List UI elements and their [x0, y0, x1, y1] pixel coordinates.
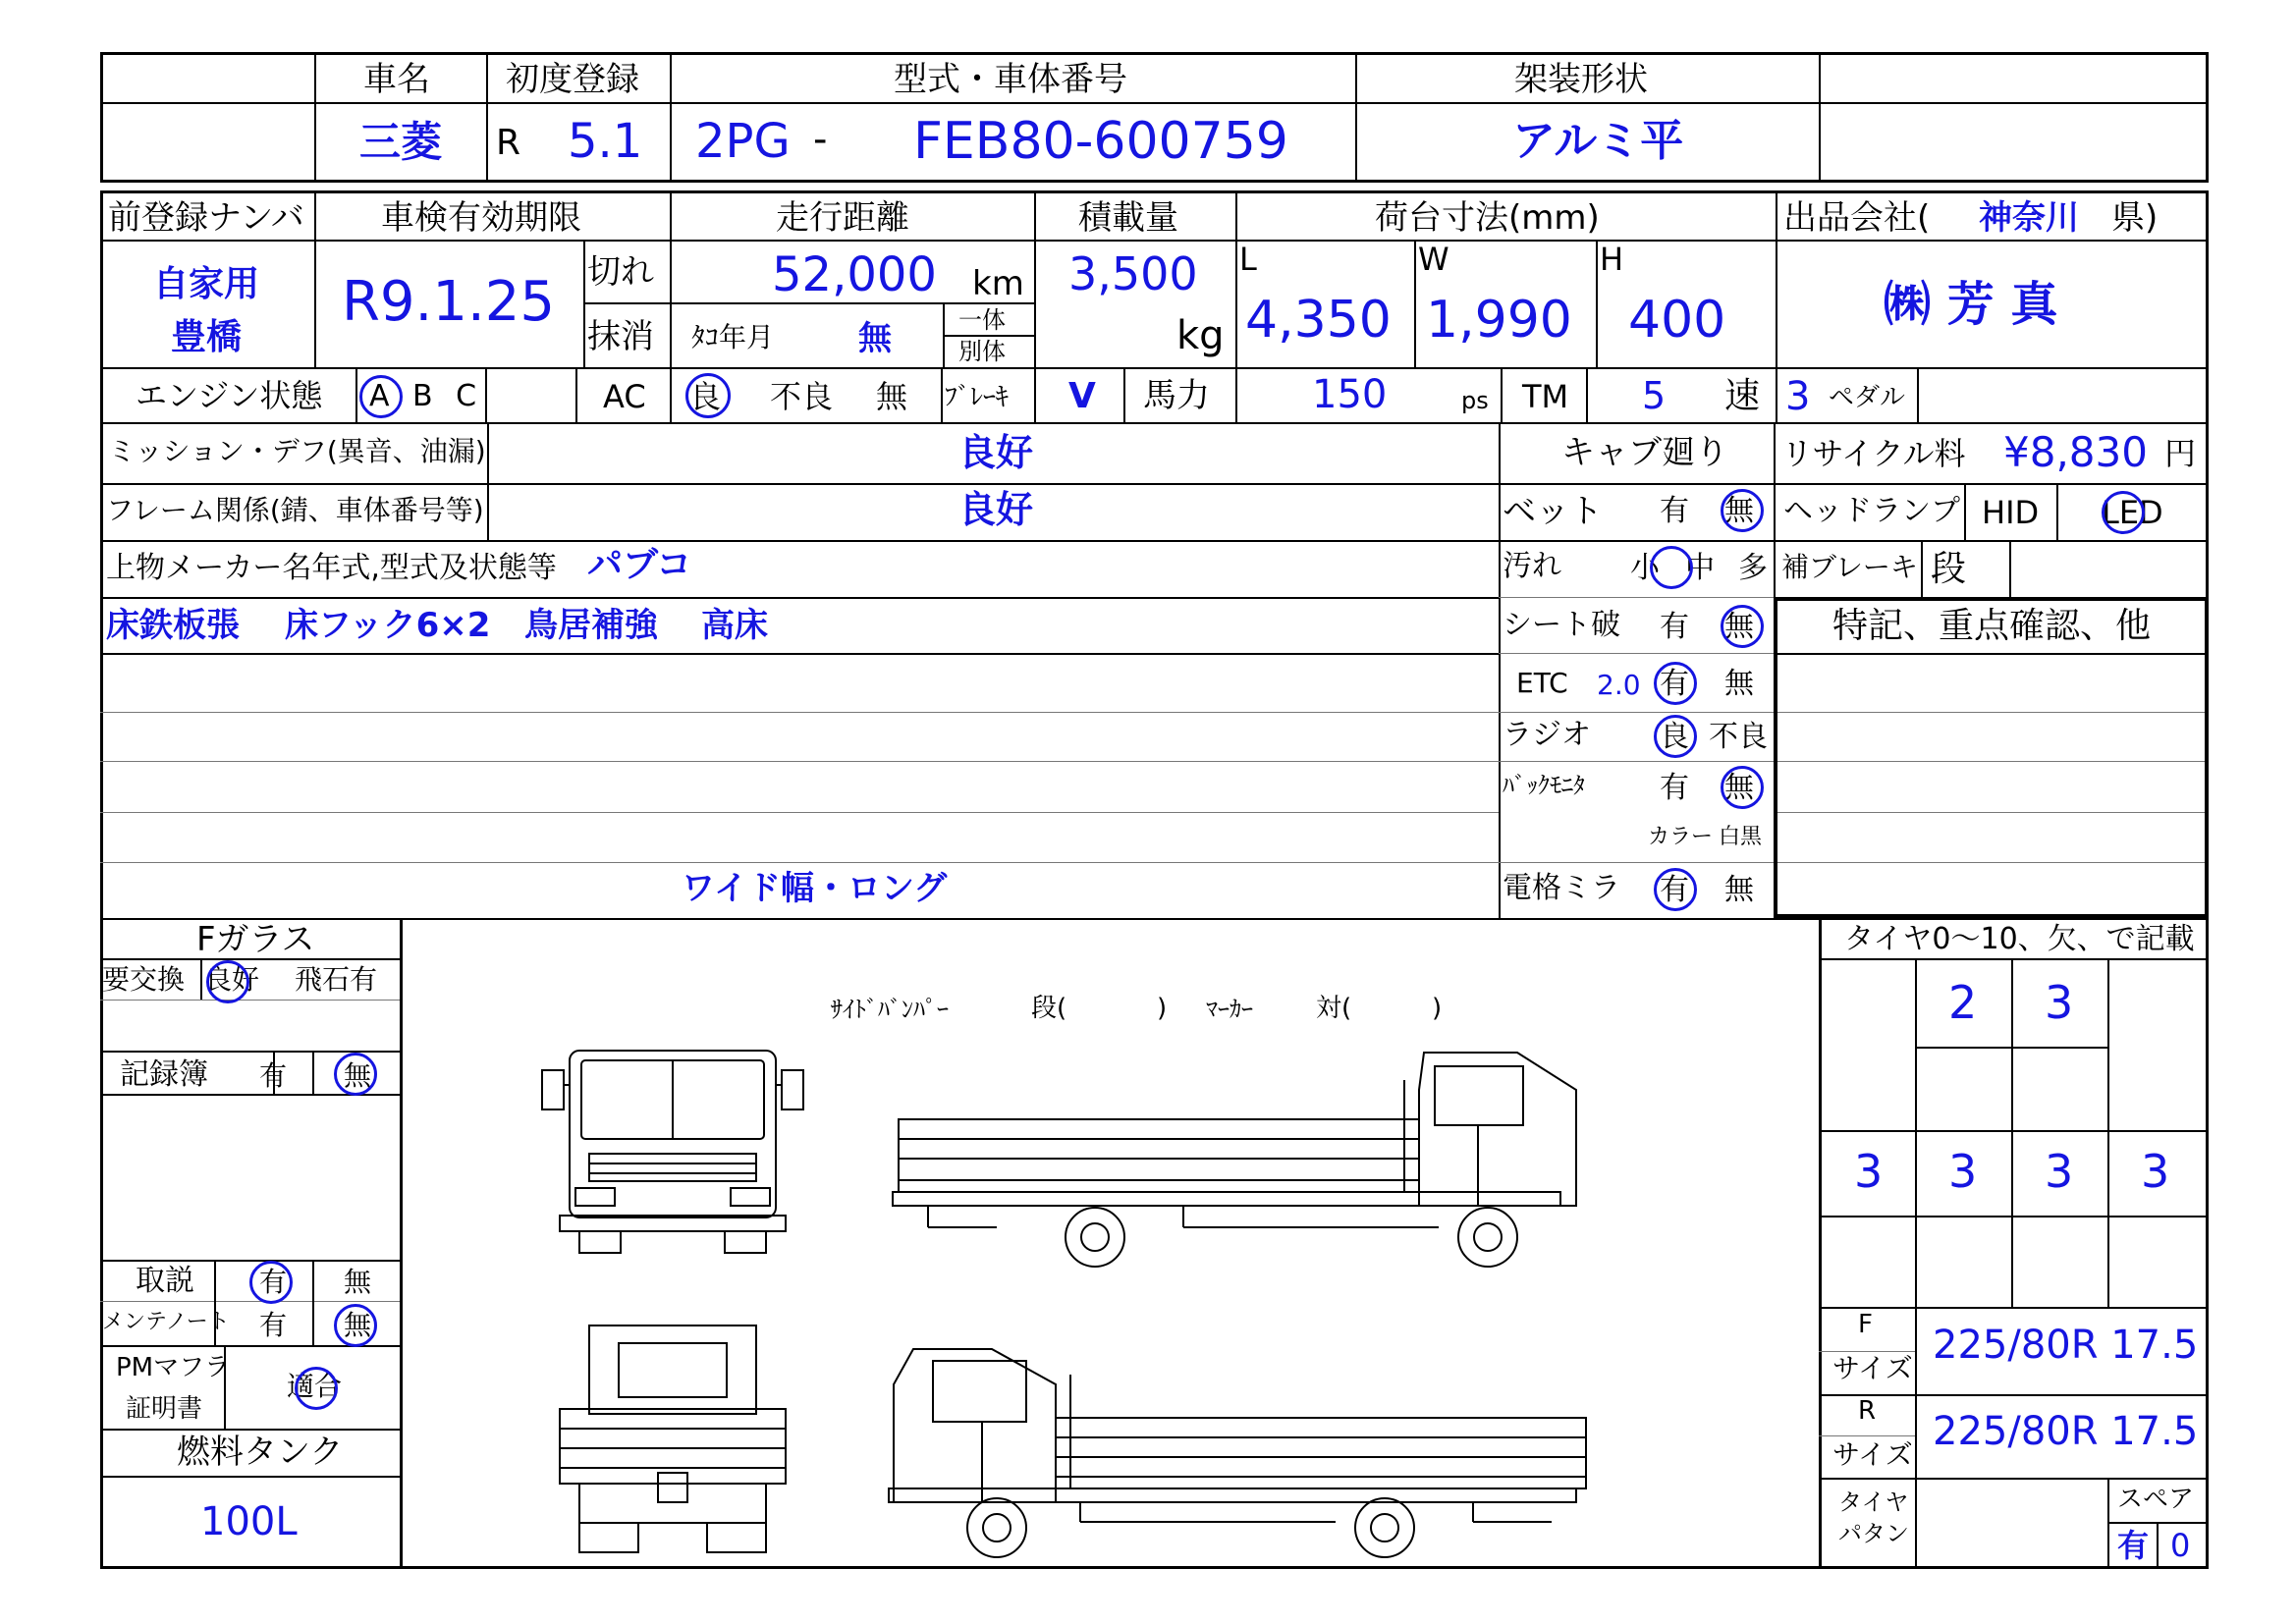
ac-label: AC: [603, 378, 646, 415]
meter-separate: 別体: [958, 338, 1006, 365]
seller-company: ㈱ 芳 真: [1884, 277, 2058, 332]
headlamp-hid: HID: [1982, 494, 2040, 531]
manual-mark: [249, 1261, 293, 1304]
inspection-label: 車検有効期限: [381, 198, 581, 238]
record-book-yes: 有: [259, 1059, 288, 1092]
maint-note-label: メンテノート: [102, 1310, 230, 1334]
manual-label: 取説: [136, 1264, 194, 1298]
record-book-no: 無: [344, 1059, 372, 1092]
ac-none: 無: [876, 378, 908, 415]
mirror-no: 無: [1724, 873, 1754, 907]
mission-value: 良好: [958, 431, 1034, 474]
radio-bad: 不良: [1709, 720, 1768, 754]
spare-has: 有: [2117, 1527, 2150, 1564]
brake-label: ﾌﾞﾚｰｷ: [945, 383, 1010, 412]
first-reg-date: 5.1: [568, 114, 643, 169]
etc-mark: [1654, 662, 1697, 705]
recycle-unit: 円: [2164, 435, 2197, 472]
front-tire-size: 225/80R 17.5: [1933, 1323, 2199, 1368]
note-1: 床鉄板張: [106, 606, 240, 645]
seat-tear-label: シート破: [1503, 608, 1620, 642]
mileage-unit: km: [972, 264, 1024, 303]
engine-label: エンジン状態: [136, 377, 323, 414]
aux-brake-value: 段: [1931, 549, 1967, 589]
pm-muffler-label: PMマフラ: [116, 1353, 231, 1382]
tire-pattern-label-1: タイヤ: [1838, 1488, 1909, 1516]
mirror-yes: 有: [1660, 873, 1689, 907]
backmonitor-no: 無: [1724, 771, 1754, 805]
backmonitor-mark: [1721, 766, 1764, 809]
fglass-chip: 飛石有: [295, 963, 378, 996]
tm-speeds: 5: [1642, 374, 1667, 417]
record-book-label: 記録簿: [120, 1057, 208, 1092]
bed-height-label: H: [1600, 241, 1624, 278]
tire-rear-1: 3: [1854, 1145, 1884, 1198]
record-book-mark: [334, 1053, 377, 1096]
side-bumper-steps: 段(: [1031, 994, 1067, 1023]
marker-pairs: 対(: [1316, 994, 1352, 1023]
manual-no: 無: [344, 1266, 372, 1298]
engine-grade-mark: [359, 375, 403, 418]
recycle-fee: ¥8,830: [2003, 428, 2148, 476]
col-first-reg-label: 初度登録: [506, 60, 639, 99]
rear-size-prefix: R: [1858, 1396, 1877, 1426]
radio-label: ラジオ: [1503, 718, 1591, 752]
ac-good-mark: [685, 373, 731, 418]
dirt-mark: [1650, 546, 1693, 589]
headlamp-label: ヘッドランプ: [1783, 494, 1960, 528]
tire-front-right: 3: [2045, 976, 2074, 1029]
bed-size-label: 荷台寸法(mm): [1375, 198, 1600, 238]
etc-version: 2.0: [1597, 669, 1641, 701]
sleeper-yes: 有: [1660, 494, 1689, 528]
pm-value: 適合: [287, 1370, 343, 1402]
maker: 三菱: [359, 118, 443, 166]
mission-label: ミッション・デフ(異音、油漏): [108, 435, 486, 467]
sleeper-label: ベット: [1503, 492, 1603, 531]
side-bumper-label: ｻｲﾄﾞﾊﾞﾝﾊﾟｰ: [831, 996, 949, 1023]
truck-side-view-right: [889, 1041, 1596, 1276]
rear-size-label: サイズ: [1832, 1438, 1913, 1471]
upper-label: 上物メーカー名年式,型式及状態等: [106, 551, 557, 585]
plate-area: 豊橋: [171, 317, 243, 357]
chassis-number: FEB80-600759: [913, 112, 1288, 171]
brake-value: V: [1068, 376, 1096, 416]
dirt-mid: 中: [1685, 551, 1715, 585]
use-type: 自家用: [153, 264, 260, 304]
tire-rear-4: 3: [2141, 1145, 2170, 1198]
marker-close: ): [1432, 994, 1443, 1023]
headlamp-led: LED: [2102, 494, 2163, 531]
tire-pattern-label-2: パタン: [1838, 1520, 1909, 1547]
bed-width-label: W: [1418, 241, 1449, 278]
tire-front-left: 2: [1948, 976, 1978, 1029]
etc-no: 無: [1724, 667, 1754, 701]
pedal-count: 3: [1785, 374, 1811, 419]
mileage-value: 52,000: [772, 247, 937, 302]
truck-front-view: [540, 1031, 805, 1257]
headlamp-mark: [2102, 491, 2145, 534]
fglass-mark: [206, 960, 249, 1003]
recycle-label: リサイクル料: [1781, 435, 1966, 472]
horsepower: 150: [1312, 372, 1388, 417]
cancelled-label: 抹消: [587, 317, 654, 356]
seat-tear-yes: 有: [1660, 610, 1689, 644]
seller-prefecture: 神奈川: [1979, 198, 2079, 238]
load-unit: kg: [1176, 313, 1225, 358]
spare-count: 0: [2170, 1527, 2191, 1564]
meter-label: ﾀｺ年月: [691, 321, 775, 353]
mirror-label: 電格ミラ: [1503, 871, 1620, 905]
side-bumper-close: ): [1157, 994, 1168, 1023]
backmonitor-yes: 有: [1660, 771, 1689, 805]
era: R: [496, 123, 521, 163]
tire-title: タイヤ0〜10、欠、で記載: [1844, 922, 2195, 956]
dirt-much: 多: [1738, 551, 1768, 585]
fglass-title: Fガラス: [196, 920, 315, 959]
fuel-tank-label: 燃料タンク: [177, 1433, 344, 1472]
backmonitor-label: ﾊﾞｯｸﾓﾆﾀ: [1503, 772, 1585, 799]
meter-integrated: 一体: [958, 306, 1006, 334]
bed-height: 400: [1628, 291, 1726, 350]
model-prefix: 2PG: [695, 114, 791, 169]
note-3: 鳥居補強: [524, 606, 658, 645]
meter-value: 無: [858, 319, 892, 358]
spare-label: スペア: [2117, 1485, 2195, 1514]
frame-label: フレーム関係(錆、車体番号等): [106, 494, 484, 526]
marker-label: ﾏｰｶｰ: [1206, 996, 1253, 1023]
seat-tear-no: 無: [1724, 610, 1754, 644]
rear-tire-size: 225/80R 17.5: [1933, 1409, 2199, 1454]
sleeper-mark: [1721, 489, 1764, 532]
tm-label: TM: [1522, 378, 1569, 415]
manual-yes: 有: [259, 1266, 288, 1298]
tire-rear-3: 3: [2045, 1145, 2074, 1198]
truck-side-view-left: [884, 1335, 1601, 1561]
seller-label-b: 県): [2111, 198, 2159, 238]
col-body-label: 架装形状: [1514, 60, 1648, 99]
bed-length: 4,350: [1245, 291, 1392, 350]
mileage-label: 走行距離: [776, 198, 909, 238]
ac-bad: 不良: [770, 378, 834, 415]
ac-good: 良: [689, 378, 722, 415]
horsepower-unit: ps: [1461, 387, 1489, 414]
truck-rear-view: [550, 1316, 795, 1561]
cab-title: キャブ廻り: [1561, 433, 1728, 472]
fuel-tank-value: 100L: [200, 1499, 298, 1544]
expired-label: 切れ: [587, 252, 654, 292]
note-2: 床フック6×2: [285, 606, 491, 645]
front-size-label: サイズ: [1832, 1352, 1913, 1384]
inspection-expiry: R9.1.25: [342, 270, 556, 334]
dirt-label: 汚れ: [1503, 549, 1561, 583]
monitor-color-value: 白黒: [1719, 825, 1763, 849]
mirror-mark: [1654, 868, 1697, 911]
load-label: 積載量: [1078, 198, 1178, 238]
special-notes-title: 特記、重点確認、他: [1832, 606, 2152, 646]
frame-value: 良好: [958, 488, 1034, 531]
col-name-label: 車名: [363, 60, 430, 99]
fglass-good: 良好: [204, 963, 260, 996]
bed-length-label: L: [1239, 241, 1257, 278]
maint-note-yes: 有: [259, 1309, 288, 1341]
engine-grades: A B C: [369, 379, 477, 413]
sleeper-no: 無: [1724, 494, 1754, 528]
aux-brake-label: 補ブレーキ: [1781, 551, 1918, 583]
radio-mark: [1654, 715, 1697, 758]
front-size-prefix: F: [1858, 1310, 1873, 1339]
wide-long-note: ワイド幅・ロング: [682, 869, 948, 908]
monitor-color-label: カラー: [1648, 825, 1714, 849]
speed-label: 速: [1724, 376, 1761, 416]
pm-mark: [295, 1367, 338, 1410]
pedal-label: ペダル: [1829, 383, 1906, 412]
radio-good: 良: [1660, 720, 1689, 754]
upper-maker: パブコ: [587, 545, 692, 585]
model-dash: -: [813, 117, 828, 162]
fglass-replace: 要交換: [102, 963, 186, 996]
etc-label: ETC: [1516, 667, 1568, 699]
bed-width: 1,990: [1426, 291, 1572, 350]
horsepower-label: 馬力: [1143, 376, 1210, 415]
dirt-small: 小: [1630, 551, 1660, 585]
prev-plate-label: 前登録ナンバ: [108, 198, 304, 238]
col-model-label: 型式・車体番号: [894, 60, 1127, 99]
seat-tear-mark: [1721, 605, 1764, 648]
maint-note-no: 無: [344, 1309, 372, 1341]
etc-yes: 有: [1660, 667, 1689, 701]
load-value: 3,500: [1068, 247, 1198, 300]
pm-cert-label: 証明書: [126, 1394, 203, 1424]
tire-rear-2: 3: [1948, 1145, 1978, 1198]
body-type: アルミ平: [1512, 116, 1684, 166]
note-4: 高床: [701, 606, 768, 645]
maint-note-mark: [334, 1304, 377, 1347]
seller-label-a: 出品会社(: [1783, 198, 1931, 238]
